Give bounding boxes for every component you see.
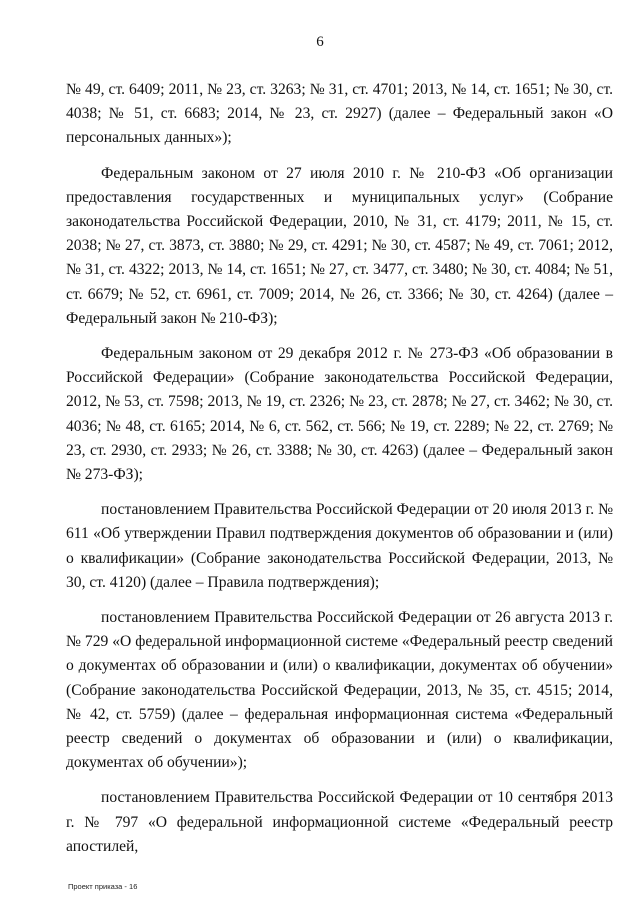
paragraph-law-210: Федеральным законом от 27 июля 2010 г. № 210-ФЗ «Об организации предоставления государственных и муниципальных услуг» (Собрание законодательства Российской Федерации, 2010, № 31, ст. 4179; 2011, № 15, ст. 2038; № 27, ст. 3873, ст. 3880; № 29, ст. 4291; № 30, ст. 4587; № 49, ст. 7061; 2012, № 31, ст. 4322; 2013, № 14, ст. 1651; № 27, ст. 3477, ст. 3480; № 30, ст. 4084; № 51, ст. 6679; № 52, ст. 6961, ст. 7009; 2014, № 26, ст. 3366; № 30, ст. 4264) (далее – Федеральный закон № 210-ФЗ);	[66, 164, 613, 327]
footer-label: Проект приказа - 16	[68, 882, 138, 891]
document-body	[66, 78, 613, 870]
paragraph-resolution-797: постановлением Правительства Российской Федерации от 10 сентября 2013 г. № 797 «О федеральной информационной системе «Федеральный реестр апостилей,	[66, 789, 613, 855]
paragraph-resolution-611: постановлением Правительства Российской Федерации от 20 июля 2013 г. № 611 «Об утверждении Правил подтверждения документов об образовании и (или) о квалификации» (Собрание законодательства Российской Федерации, 2013, № 30, ст. 4120) (далее – Правила подтверждения);	[66, 501, 613, 591]
page-number: 6	[316, 34, 324, 50]
paragraph-resolution-729: постановлением Правительства Российской Федерации от 26 августа 2013 г. № 729 «О федеральной информационной системе «Федеральный реестр сведений о документах об образовании и (или) о квалификации, документах об обучении» (Собрание законодательства Российской Федерации, 2013, № 35, ст. 4515; 2014, № 42, ст. 5759) (далее – федеральная информационная система «Федеральный реестр сведений о документах об образовании и (или) о квалификации, документах об обучении»);	[66, 609, 613, 772]
paragraph-personal-data-law: № 49, ст. 6409; 2011, № 23, ст. 3263; № 31, ст. 4701; 2013, № 14, ст. 1651; № 30, ст. 4038; № 51, ст. 6683; 2014, № 23, ст. 2927) (далее – Федеральный закон «О персональных данных»);	[66, 81, 613, 147]
paragraph-law-273: Федеральным законом от 29 декабря 2012 г. № 273-ФЗ «Об образовании в Российской Федерации» (Собрание законодательства Российской Федерации, 2012, № 53, ст. 7598; 2013, № 19, ст. 2326; № 23, ст. 2878; № 27, ст. 3462; № 30, ст. 4036; № 48, ст. 6165; 2014, № 6, ст. 562, ст. 566; № 19, ст. 2289; № 22, ст. 2769; № 23, ст. 2930, ст. 2933; № 26, ст. 3388; № 30, ст. 4263) (далее – Федеральный закон № 273-ФЗ);	[66, 345, 613, 484]
